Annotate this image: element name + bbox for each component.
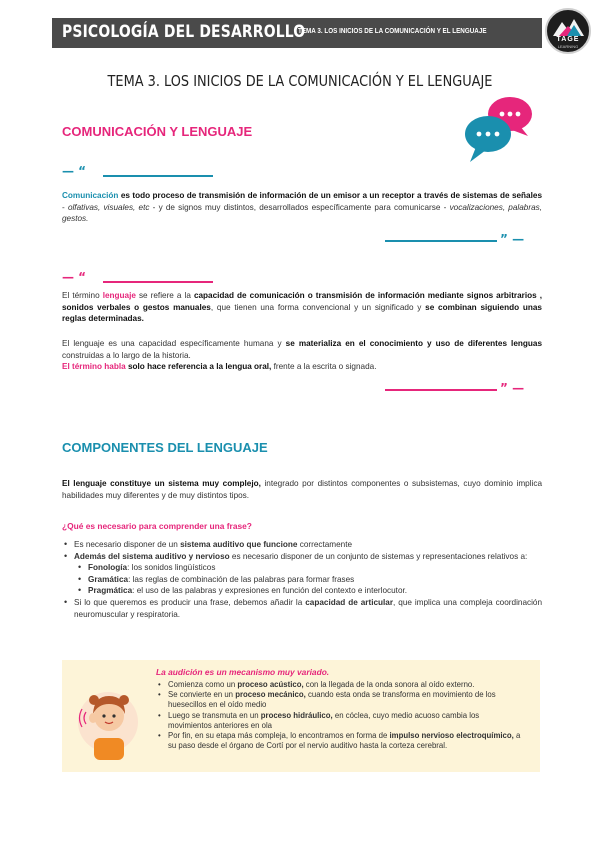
header-bar [52,18,542,48]
divider [385,389,497,391]
section-title-componentes: COMPONENTES DEL LENGUAJE [62,440,268,455]
list-item: • Luego se transmuta en un proceso hidráulico, en cóclea, cuyo medio acuoso cambia los movimientos anteriores en ola [156,711,524,731]
list-item: • Además del sistema auditivo y nervioso es necesario disponer de un conjunto de sistemas y representaciones relativos a: [62,551,542,563]
lenguaje-humano-paragraph: El lenguaje es una capacidad específicamente humana y se materializa en el conocimiento y uso de diferentes lenguas construidas a lo largo de la historia. El término habla solo hace referencia a la lengua oral, frente a la escrita o signada. [62,339,542,372]
logo-subtext: LEARNING [557,44,579,49]
definition-lenguaje: El término lenguaje se refiere a la capacidad de comunicación o transmisión de información mediante signos arbitrarios , sonidos verbales o gestos manuales, que tienen una forma convencional y un significado y se combinan siguiendo unas reglas determinadas. [62,291,542,324]
list-subitem: • Pragmática: el uso de las palabras y expresiones en función del contexto e interlocutor. [62,585,542,597]
header-topic: TEMA 3. LOS INICIOS DE LA COMUNICACIÓN Y EL LENGUAJE [298,28,487,35]
page-title: TEMA 3. LOS INICIOS DE LA COMUNICACIÓN Y EL LENGUAJE [107,72,493,90]
section-title-comunicacion: COMUNICACIÓN Y LENGUAJE [62,124,253,139]
open-quote-icon: — “ [62,270,87,284]
open-quote-icon: — “ [62,164,87,178]
list-subitem: • Fonología: los sonidos lingüísticos [62,562,542,574]
requirements-list [62,539,542,620]
list-item: • Si lo que queremos es producir una frase, debemos añadir la capacidad de articular, que implica una compleja coordinación neuromuscular y respiratoria. [62,597,542,620]
close-quote-icon: ” — [500,232,525,246]
divider [385,240,497,242]
brand-title: PSICOLOGÍA DEL DESARROLLO [62,22,306,42]
box-title: La audición es un mecanismo muy variado. [156,667,330,677]
divider [103,175,213,177]
question-heading: ¿Qué es necesario para comprender una frase? [62,521,252,531]
speech-bubbles-icon [462,92,542,166]
componentes-intro: El lenguaje constituye un sistema muy complejo, integrado por distintos componentes o subsistemas, cuyo dominio implica habilidades muy diferentes y de muy distintos tipos. [62,479,542,500]
close-quote-icon: ” — [500,381,525,395]
list-item: • Se convierte en un proceso mecánico, cuando esta onda se transforma en movimiento de los huesecillos en el oído medio [156,690,524,710]
list-subitem: • Gramática: las reglas de combinación de las palabras para formar frases [62,574,542,586]
list-item: • Comienza como un proceso acústico, con la llegada de la onda sonora al oído externo. [156,680,524,690]
divider [103,281,213,283]
list-item: • Es necesario disponer de un sistema auditivo que funcione correctamente [62,539,542,551]
audicion-list [156,680,524,751]
audicion-info-box [62,660,540,772]
logo [545,8,591,54]
logo-text: TAGE [556,36,580,43]
list-item: • Por fin, en su etapa más compleja, lo encontramos en forma de impulso nervioso electroquímico, a su paso desde el órgano de Cortí por el nervio auditivo hasta la corteza cerebral. [156,731,524,751]
child-listening-icon [74,680,146,760]
definition-comunicacion: Comunicación es todo proceso de transmisión de información de un emisor a un receptor a través de sistemas de señales - olfativas, visuales, etc - y de signos muy distintos, desarrollados específicamente para comunicarse - vocalizaciones, palabras, gestos. [62,191,542,224]
